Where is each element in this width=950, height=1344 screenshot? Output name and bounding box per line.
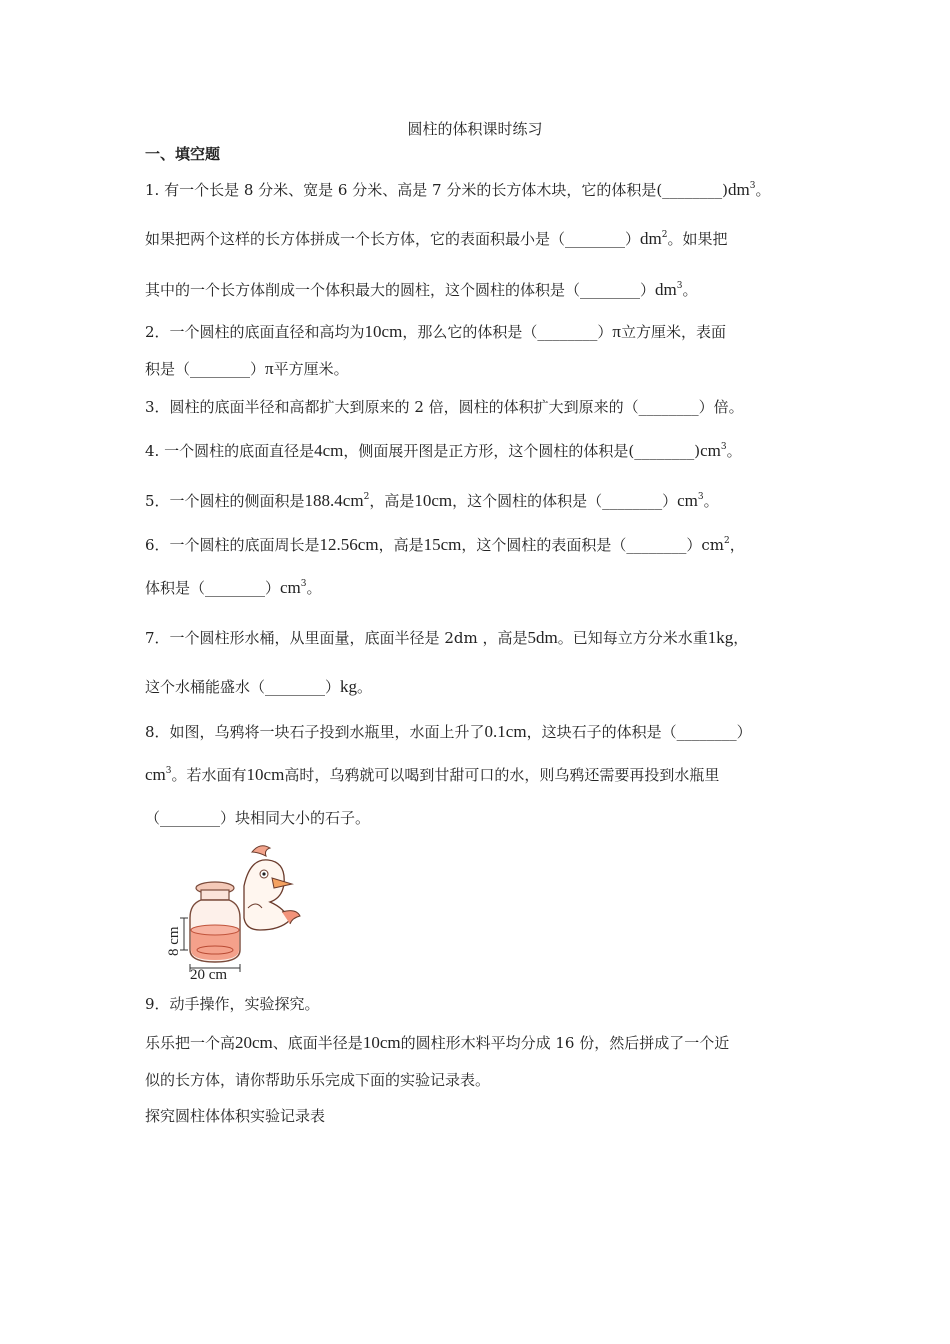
page-title: 圆柱的体积课时练习 bbox=[407, 120, 543, 138]
superscript: 3 bbox=[300, 579, 307, 589]
superscript: 2 bbox=[661, 230, 668, 240]
text-run: ，那么它的体积是（________） bbox=[402, 323, 613, 341]
superscript: 3 bbox=[697, 492, 704, 502]
text-run: 3．圆柱的底面半径和高都扩大到原来的 2 倍，圆柱的体积扩大到原来的（________）倍。 bbox=[145, 398, 744, 416]
text-run: 。已知每立方分米水重 bbox=[557, 629, 708, 647]
question-line bbox=[145, 280, 698, 300]
text-run: 。 bbox=[682, 281, 698, 299]
text-run: ，高是 bbox=[378, 536, 424, 554]
question-line bbox=[145, 578, 322, 598]
text-run: 高时，乌鸦就可以喝到甘甜可口的水，则乌鸦还需要再投到水瓶里 bbox=[284, 766, 720, 784]
text-run: 积是（________） bbox=[145, 360, 266, 378]
height-dimension bbox=[166, 918, 188, 956]
text-run: cm bbox=[700, 441, 721, 460]
superscript: 3 bbox=[720, 442, 727, 452]
text-run: 。 bbox=[755, 181, 771, 199]
question-line bbox=[145, 765, 719, 785]
text-run: ，这个圆柱的体积是（________） bbox=[452, 492, 678, 510]
text-run: 8．如图，乌鸦将一块石子投到水瓶里，水面上升了 bbox=[145, 723, 485, 741]
text-run: dm bbox=[640, 229, 662, 248]
text-run: 4. 一个圆柱的底面直径是 bbox=[145, 442, 315, 460]
question-line bbox=[145, 180, 771, 200]
text-run: 5dm bbox=[527, 628, 558, 647]
text-run: 。 bbox=[703, 492, 719, 510]
text-run: 如果把两个这样的长方体拼成一个长方体，它的表面积最小是（________） bbox=[145, 230, 641, 248]
crow-icon bbox=[244, 846, 300, 930]
text-run: cm bbox=[145, 765, 166, 784]
text-run: ，这个圆柱的表面积是（________）cm bbox=[461, 536, 725, 554]
text-run: 其中的一个长方体削成一个体积最大的圆柱，这个圆柱的体积是（________） bbox=[145, 281, 656, 299]
text-run: 10cm bbox=[362, 1033, 401, 1052]
text-run: 乐乐把一个高 bbox=[145, 1034, 236, 1052]
text-run: 的圆柱形木料平均分成 16 份，然后拼成了一个近 bbox=[400, 1034, 730, 1052]
text-run: 20cm bbox=[235, 1033, 273, 1052]
question-line bbox=[145, 397, 744, 417]
question-line bbox=[145, 441, 742, 461]
question-line bbox=[145, 722, 752, 742]
text-run: 。 bbox=[357, 678, 373, 696]
text-run: dm bbox=[655, 280, 677, 299]
section-heading: 一、填空题 bbox=[145, 145, 221, 163]
question-line bbox=[145, 322, 726, 342]
text-run: 、底面半径是 bbox=[272, 1034, 363, 1052]
text-run: dm bbox=[728, 180, 750, 199]
text-run: 平方厘米。 bbox=[273, 360, 349, 378]
text-run: 。如果把 bbox=[667, 230, 728, 248]
text-run: ， bbox=[733, 629, 749, 647]
text-run: 2．一个圆柱的底面直径和高均为 bbox=[145, 323, 365, 341]
superscript: 3 bbox=[749, 181, 756, 191]
question-line bbox=[145, 677, 372, 697]
superscript: 2 bbox=[363, 492, 370, 502]
text-run: 9．动手操作，实验探究。 bbox=[145, 995, 320, 1013]
text-run: 体积是（________） bbox=[145, 579, 281, 597]
text-run: 1. 有一个长是 8 分米、宽是 6 分米、高是 7 分米的长方体木块，它的体积是(________) bbox=[145, 181, 729, 199]
text-run: ， bbox=[729, 536, 745, 554]
question-line bbox=[145, 229, 728, 249]
superscript: 3 bbox=[676, 281, 683, 291]
bottle-icon bbox=[190, 882, 240, 962]
text-run: ，侧面展开图是正方形，这个圆柱的体积是(________) bbox=[343, 442, 701, 460]
text-run: 似的长方体，请你帮助乐乐完成下面的实验记录表。 bbox=[145, 1071, 491, 1089]
text-run: 7．一个圆柱形水桶，从里面量，底面半径是 2dm ，高是 bbox=[145, 629, 528, 647]
text-run: ，高是 bbox=[369, 492, 415, 510]
question-line bbox=[145, 994, 320, 1014]
question-line bbox=[145, 1070, 490, 1090]
question-line bbox=[145, 491, 719, 511]
text-run: π bbox=[612, 322, 621, 341]
text-run: 。若水面有 bbox=[171, 766, 247, 784]
question-line bbox=[145, 359, 349, 379]
text-run: 12.56cm bbox=[319, 535, 379, 554]
text-run: 4cm bbox=[314, 441, 344, 460]
text-run: π bbox=[265, 359, 274, 378]
text-run: 这个水桶能盛水（________） bbox=[145, 678, 341, 696]
text-run: 探究圆柱体体积实验记录表 bbox=[145, 1107, 326, 1125]
text-run: kg bbox=[340, 677, 358, 696]
text-run: 。 bbox=[306, 579, 322, 597]
question-line bbox=[145, 628, 748, 648]
question-line bbox=[145, 535, 745, 555]
text-run: 10cm bbox=[414, 491, 453, 510]
text-run: ，这块石子的体积是（________） bbox=[526, 723, 752, 741]
superscript: 3 bbox=[165, 766, 172, 776]
width-label: 20 cm bbox=[190, 967, 228, 980]
height-label: 8 cm bbox=[166, 926, 182, 956]
text-run: 6．一个圆柱的底面周长是 bbox=[145, 536, 320, 554]
text-run: cm bbox=[280, 578, 301, 597]
crow-bottle-figure bbox=[160, 838, 310, 980]
text-run: 立方厘米，表面 bbox=[620, 323, 726, 341]
text-run: 1kg bbox=[707, 628, 734, 647]
question-line bbox=[145, 808, 370, 828]
text-run: 。 bbox=[726, 442, 742, 460]
text-run: 5．一个圆柱的侧面积是 bbox=[145, 492, 305, 510]
question-line bbox=[145, 1106, 325, 1126]
superscript: 2 bbox=[724, 536, 730, 546]
text-run: 188.4cm bbox=[304, 491, 364, 510]
text-run: 10cm bbox=[364, 322, 403, 341]
question-line bbox=[145, 1033, 729, 1053]
text-run: （________）块相同大小的石子。 bbox=[145, 809, 371, 827]
text-run: 15cm bbox=[423, 535, 462, 554]
width-dimension bbox=[190, 964, 240, 980]
text-run: 10cm bbox=[246, 765, 285, 784]
text-run: 0.1cm bbox=[484, 722, 527, 741]
text-run: cm bbox=[677, 491, 698, 510]
